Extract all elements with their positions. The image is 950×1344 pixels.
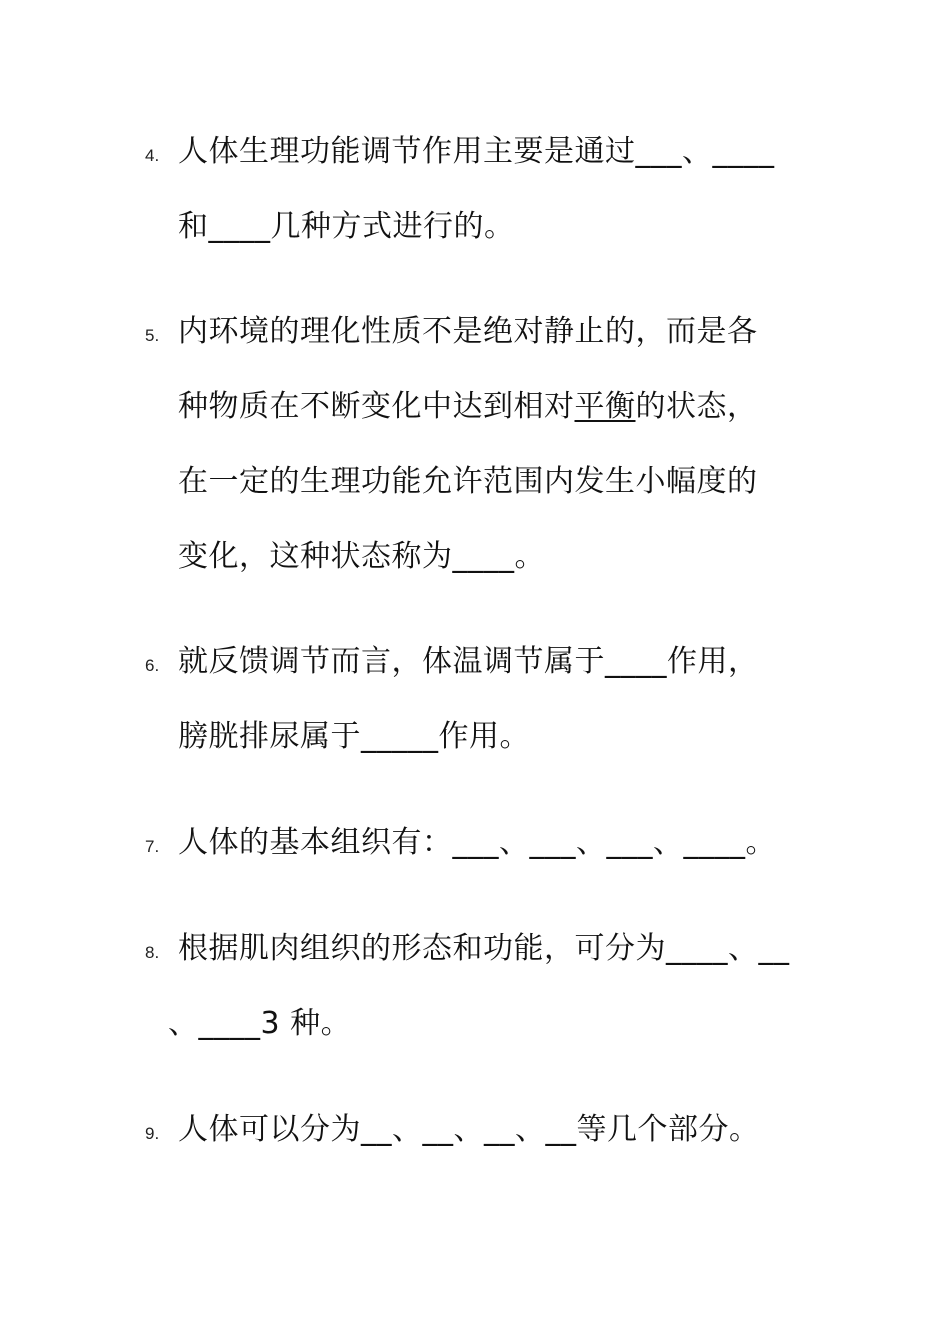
question-text-line <box>178 387 758 427</box>
question-text-line: 人体的基本组织有：___、___、___、____。 <box>178 825 776 860</box>
question-text-line: 内环境的理化性质不是绝对静止的，而是各 <box>178 314 758 349</box>
question-number: 5. <box>145 326 160 345</box>
text-segment: 的状态， <box>635 389 758 424</box>
question-text-line: 就反馈调节而言，体温调节属于____作用， <box>178 644 759 679</box>
question-text-line: 、____3 种。 <box>168 1006 352 1041</box>
question-text-line: 在一定的生理功能允许范围内发生小幅度的 <box>178 464 758 499</box>
question-number: 8. <box>145 943 160 962</box>
question-text-line: 和____几种方式进行的。 <box>178 209 515 244</box>
question-text-line: 人体可以分为__、__、__、__等几个部分。 <box>178 1112 760 1147</box>
question-number: 4. <box>145 146 160 165</box>
underlined-term: 平衡 <box>574 389 636 424</box>
question-text-line: 人体生理功能调节作用主要是通过___、____ <box>178 134 775 169</box>
question-number: 6. <box>145 656 160 675</box>
question-text-line: 变化，这种状态称为____。 <box>178 539 545 574</box>
question-number: 7. <box>145 837 160 856</box>
text-segment: 种物质在不断变化中达到相对 <box>178 389 575 424</box>
question-text-line: 根据肌肉组织的形态和功能，可分为____、__ <box>178 931 790 966</box>
question-text-line: 膀胱排尿属于_____作用。 <box>178 719 530 754</box>
question-number: 9. <box>145 1124 160 1143</box>
